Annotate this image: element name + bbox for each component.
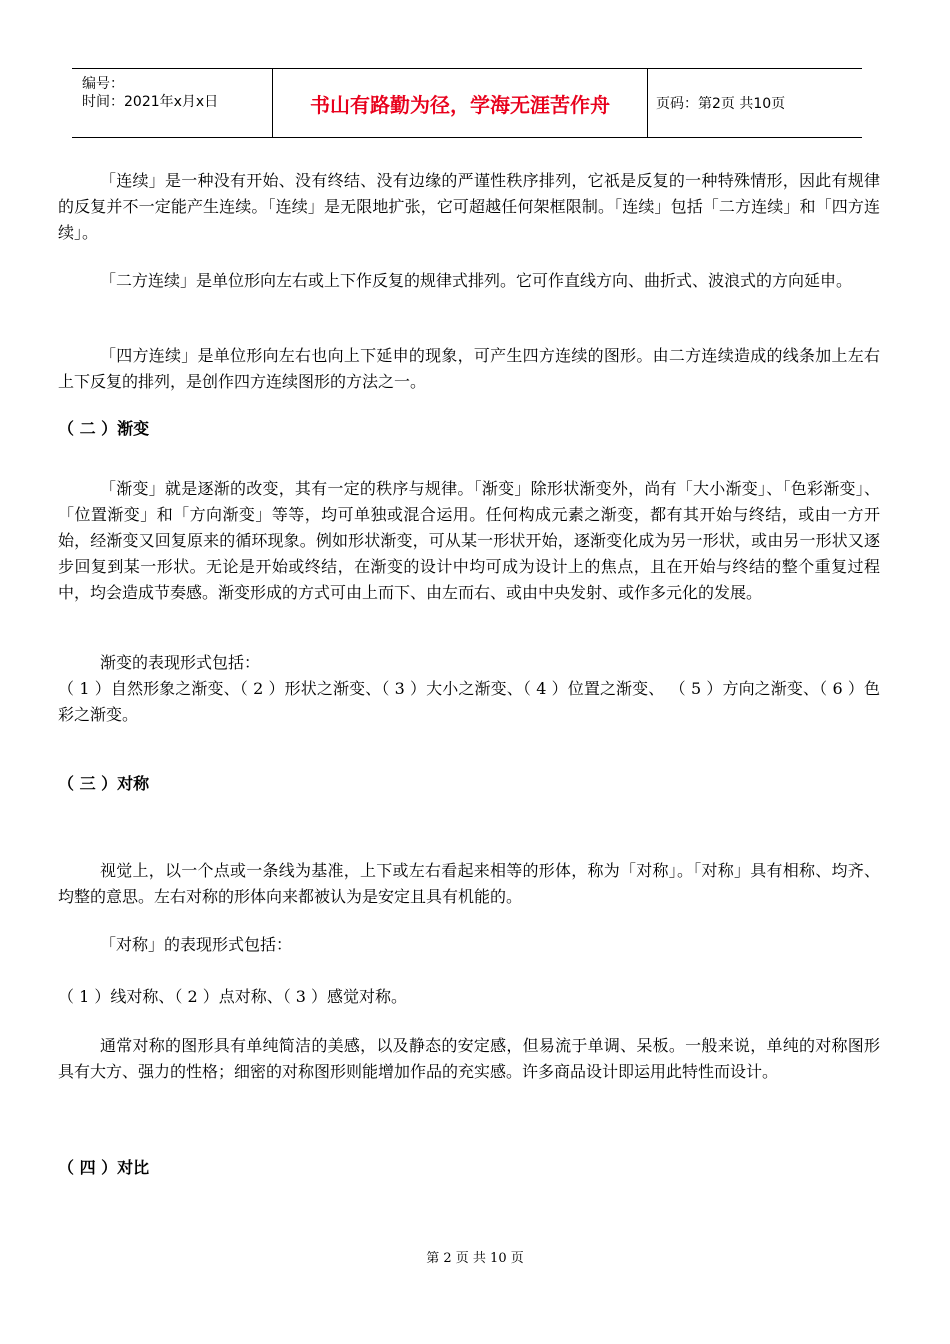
section-heading-symmetry: （ 三 ）对称 [58,774,150,793]
paragraph-symmetry-forms-intro: 「对称」的表现形式包括： [100,935,293,954]
time-label: 时间：2021年x月x日 [82,94,219,110]
number-label: 编号： [82,76,124,92]
paragraph-two-way-continuity: 「二方连续」是单位形向左右或上下作反复的规律式排列。它可作直线方向、曲折式、波浪式的方向延申。 [100,271,853,290]
paragraph-four-way-continuity: 「四方连续」是单位形向左右也向上下延申的现象，可产生四方连续的图形。由二方连续造成的线条加上左右上下反复的排列，是创作四方连续图形的方法之一。 [58,346,880,391]
section-heading-contrast: （ 四 ）对比 [58,1158,150,1177]
paragraph-symmetry-forms-list: （ 1 ）线对称、（ 2 ）点对称、（ 3 ）感觉对称。 [58,987,408,1006]
paragraph-gradation-forms-intro: 渐变的表现形式包括： [100,653,261,672]
header-table [72,68,862,138]
paragraph-continuity: 「连续」是一种没有开始、没有终结、没有边缘的严谨性秩序排列，它祇是反复的一种特殊情形，因此有规律的反复并不一定能产生连续。「连续」是无限地扩张，它可超越任何架框限制。「连续」包括「二方连续」和「四方连续」。 [58,171,880,242]
paragraph-symmetry: 视觉上，以一个点或一条线为基准，上下或左右看起来相等的形体，称为「对称」。「对称」具有相称、均齐、均整的意思。左右对称的形体向来都被认为是安定且具有机能的。 [58,861,880,906]
paragraph-gradation-forms-list: （ 1 ）自然形象之渐变、（ 2 ）形状之渐变、（ 3 ）大小之渐变、（ 4 ）位置之渐变、 （ 5 ）方向之渐变、（ 6 ）色彩之渐变。 [58,679,880,724]
paragraph-symmetry-characteristics: 通常对称的图形具有单纯简洁的美感，以及静态的安定感，但易流于单调、呆板。一般来说，单纯的对称图形具有大方、强力的性格；细密的对称图形则能增加作品的充实感。许多商品设计即运用此特性而设计。 [58,1036,880,1081]
header-motto: 书山有路勤为径，学海无涯苦作舟 [273,69,648,137]
page-footer: 第 2 页 共 10 页 [426,1251,524,1266]
section-heading-gradation: （ 二 ）渐变 [58,419,150,438]
header-meta-cell [72,69,273,137]
paragraph-gradation: 「渐变」就是逐渐的改变，其有一定的秩序与规律。「渐变」除形状渐变外，尚有「大小渐变」、「色彩渐变」、「位置渐变」和「方向渐变」等等，均可单独或混合运用。任何构成元素之渐变，都有其开始与终结，或由一方开始，经渐变又回复原来的循环现象。例如形状渐变，可从某一形状开始，逐渐变化成为另一形状，或由另一形状又逐步回复到某一形状。无论是开始或终结，在渐变的设计中均可成为设计上的焦点，且在开始与终结的整个重复过程中，均会造成节奏感。渐变形成的方式可由上而下、由左而右、或由中央发射、或作多元化的发展。 [58,479,880,602]
header-page-info: 页码：第2页 共10页 [656,96,786,112]
